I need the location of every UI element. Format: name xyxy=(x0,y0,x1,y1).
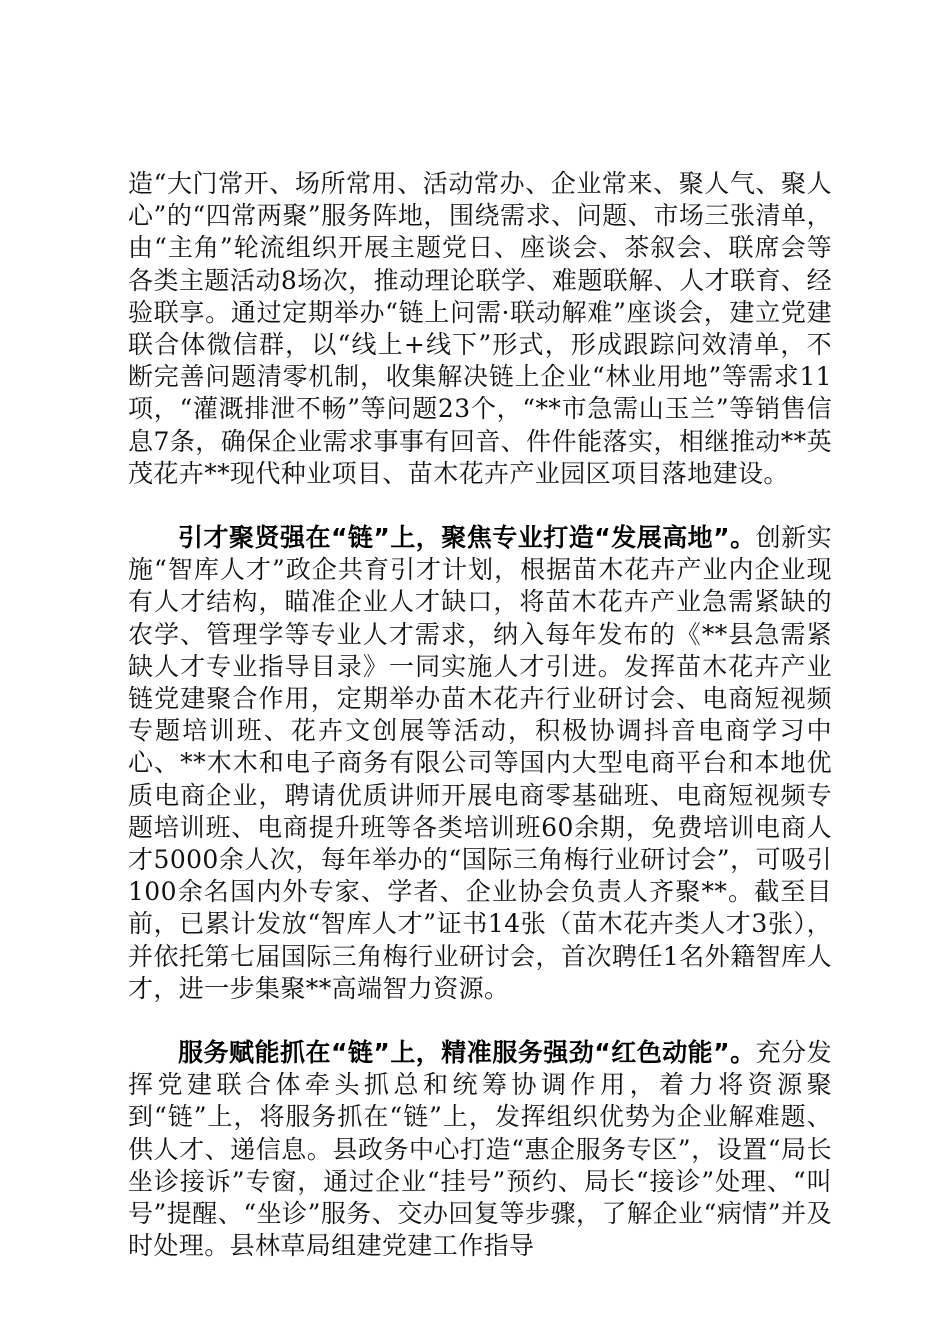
paragraph-heading: 服务赋能抓在“链”上，精准服务强劲“红色动能”。 xyxy=(178,1038,756,1068)
paragraph-body: 创新实施“智库人才”政企共育引才计划，根据苗木花卉产业内企业现有人才结构，瞄准企业人才缺口，将苗木花卉产业急需紧缺的农学、管理学等专业人才需求，纳入每年发布的《**县急需紧缺人才专业指导目录》一同实施人才引进。发挥苗木花卉产业链党建聚合作用，定期举办苗木花卉行业研讨会、电商短视频专题培训班、花卉文创展等活动，积极协调抖音电商学习中心、**木木和电子商务有限公司等国内大型电商平台和本地优质电商企业，聘请优质讲师开展电商零基础班、电商短视频专题培训班、电商提升班等各类培训班60余期，免费培训电商人才5000余人次，每年举办的“国际三角梅行业研讨会”，可吸引100余名国内外专家、学者、企业协会负责人齐聚**。截至目前，已累计发放“智库人才”证书14张（苗木花卉类人才3张），并依托第七届国际三角梅行业研讨会，首次聘任1名外籍智库人才，进一步集聚**高端智力资源。 xyxy=(128,523,832,1003)
paragraph-service-empowerment xyxy=(128,1037,832,1262)
paragraph-body: 充分发挥党建联合体牵头抓总和统筹协调作用，着力将资源聚到“链”上，将服务抓在“链”上，发挥组织优势为企业解难题、供人才、递信息。县政务中心打造“惠企服务专区”，设置“局长坐诊接诉”专窗，通过企业“挂号”预约、局长“接诊”处理、“叫号”提醒、“坐诊”服务、交办回复等步骤，了解企业“病情”并及时处理。县林草局组建党建工作指导 xyxy=(128,1038,832,1261)
paragraph-talent-recruitment xyxy=(128,522,832,1005)
document-body xyxy=(128,168,832,1263)
paragraph-body: 造“大门常开、场所常用、活动常办、企业常来、聚人气、聚人心”的“四常两聚”服务阵地，围绕需求、问题、市场三张清单，由“主角”轮流组织开展主题党日、座谈会、茶叙会、联席会等各类主题活动8场次，推动理论联学、难题联解、人才联育、经验联享。通过定期举办“链上问需·联动解难”座谈会，建立党建联合体微信群，以“线上+线下”形式，形成跟踪问效清单，不断完善问题清零机制，收集解决链上企业“林业用地”等需求11项，“灌溉排泄不畅”等问题23个，“**市急需山玉兰”等销售信息7条，确保企业需求事事有回音、件件能落实，相继推动**英茂花卉**现代种业项目、苗木花卉产业园区项目落地建设。 xyxy=(128,169,832,488)
paragraph-heading: 引才聚贤强在“链”上，聚焦专业打造“发展高地”。 xyxy=(178,523,756,553)
paragraph-service-position xyxy=(128,168,832,490)
